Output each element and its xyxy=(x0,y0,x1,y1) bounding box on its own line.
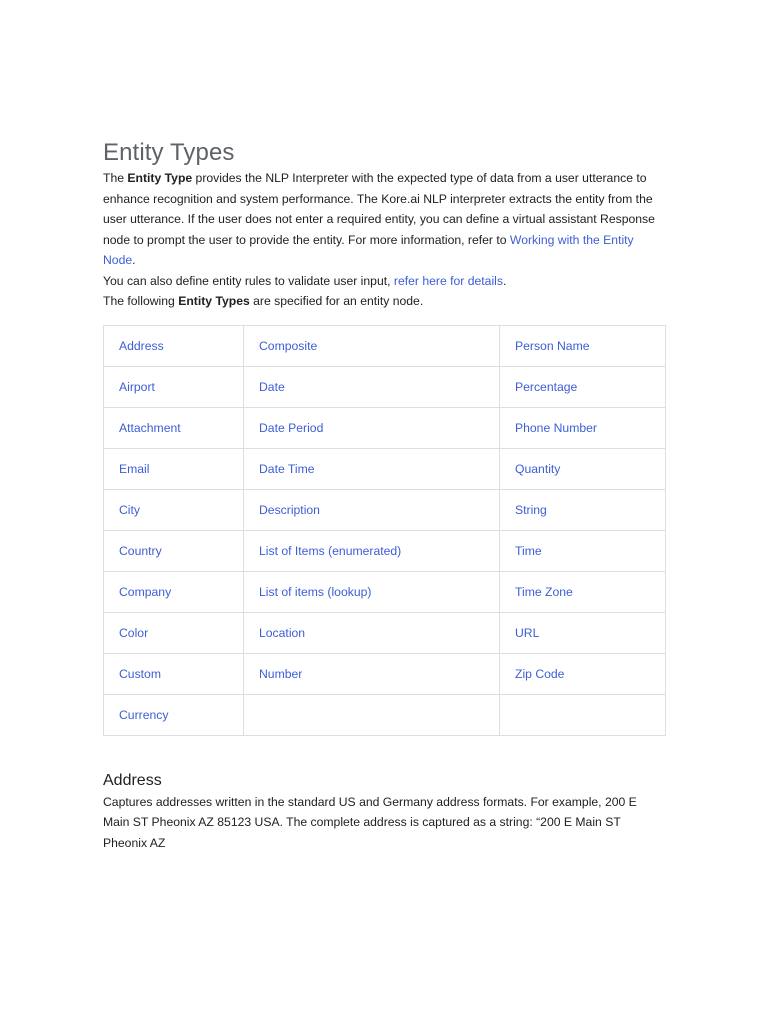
entity-type-link[interactable]: Airport xyxy=(104,366,244,407)
intro-pre: The xyxy=(103,171,128,185)
entity-type-link[interactable]: Person Name xyxy=(500,325,666,366)
rules-pre: You can also define entity rules to validate user input, xyxy=(103,273,394,288)
entity-type-link[interactable]: Color xyxy=(104,612,244,653)
entity-type-link[interactable]: Composite xyxy=(244,325,500,366)
table-row xyxy=(104,366,666,407)
entity-types-table xyxy=(103,325,666,736)
entity-type-link[interactable]: Company xyxy=(104,571,244,612)
table-row xyxy=(104,325,666,366)
empty-cell xyxy=(500,694,666,735)
table-row xyxy=(104,448,666,489)
following-bold: Entity Types xyxy=(178,294,250,308)
document-page xyxy=(103,138,665,853)
table-row xyxy=(104,653,666,694)
entity-type-link[interactable]: Time xyxy=(500,530,666,571)
page-title: Entity Types xyxy=(103,139,235,166)
entity-type-link[interactable]: List of Items (enumerated) xyxy=(244,530,500,571)
entity-type-link[interactable]: Phone Number xyxy=(500,407,666,448)
entity-type-link[interactable]: URL xyxy=(500,612,666,653)
entity-type-link[interactable]: Description xyxy=(244,489,500,530)
entity-type-link[interactable]: Country xyxy=(104,530,244,571)
intro-body: provides the NLP Interpreter with the expected type of data from a user utterance to enhance recognition and system performance. The Kore.ai NLP interpreter extracts the entity from the user utterance. If the user does not enter a required entity, you can define a virtual assistant Response node to prompt the user to provide the entity. For more information, refer to xyxy=(103,171,655,247)
entity-type-link[interactable]: Quantity xyxy=(500,448,666,489)
entity-type-link[interactable]: Email xyxy=(104,448,244,489)
table-row xyxy=(104,407,666,448)
entity-type-link[interactable]: Date Time xyxy=(244,448,500,489)
rules-details-link[interactable]: refer here for details xyxy=(393,273,503,288)
entity-type-link[interactable]: String xyxy=(500,489,666,530)
rules-paragraph xyxy=(103,271,665,292)
entity-node-link[interactable]: Working with the Entity Node xyxy=(103,232,634,267)
entity-type-link[interactable]: City xyxy=(104,489,244,530)
entity-type-link[interactable]: Address xyxy=(104,325,244,366)
entity-type-link[interactable]: Custom xyxy=(104,653,244,694)
entity-type-link[interactable]: Date Period xyxy=(244,407,500,448)
following-paragraph xyxy=(103,291,665,312)
table-row xyxy=(104,489,666,530)
entity-type-link[interactable]: Percentage xyxy=(500,366,666,407)
intro-bold: Entity Type xyxy=(127,171,193,185)
address-description: Captures addresses written in the standard US and Germany address formats. For example, 200 E Main ST Pheonix AZ 85123 USA. The complete address is captured as a string: “200 E Main ST Pheonix AZ xyxy=(103,794,637,850)
table-row xyxy=(104,571,666,612)
address-heading: Address xyxy=(103,771,162,789)
intro-post: . xyxy=(132,253,136,267)
entity-type-link[interactable]: Number xyxy=(244,653,500,694)
rules-post: . xyxy=(502,273,507,288)
entity-type-link[interactable]: List of items (lookup) xyxy=(244,571,500,612)
empty-cell xyxy=(244,694,500,735)
entity-type-link[interactable]: Location xyxy=(244,612,500,653)
table-row xyxy=(104,694,666,735)
following-pre: The following xyxy=(103,294,179,308)
entity-type-link[interactable]: Time Zone xyxy=(500,571,666,612)
entity-type-link[interactable]: Attachment xyxy=(104,407,244,448)
intro-paragraph xyxy=(103,168,665,271)
entity-type-link[interactable]: Date xyxy=(244,366,500,407)
table-row xyxy=(104,530,666,571)
entity-type-link[interactable]: Currency xyxy=(104,694,244,735)
following-post: are specified for an entity node. xyxy=(249,294,424,308)
table-row xyxy=(104,612,666,653)
entity-type-link[interactable]: Zip Code xyxy=(500,653,666,694)
